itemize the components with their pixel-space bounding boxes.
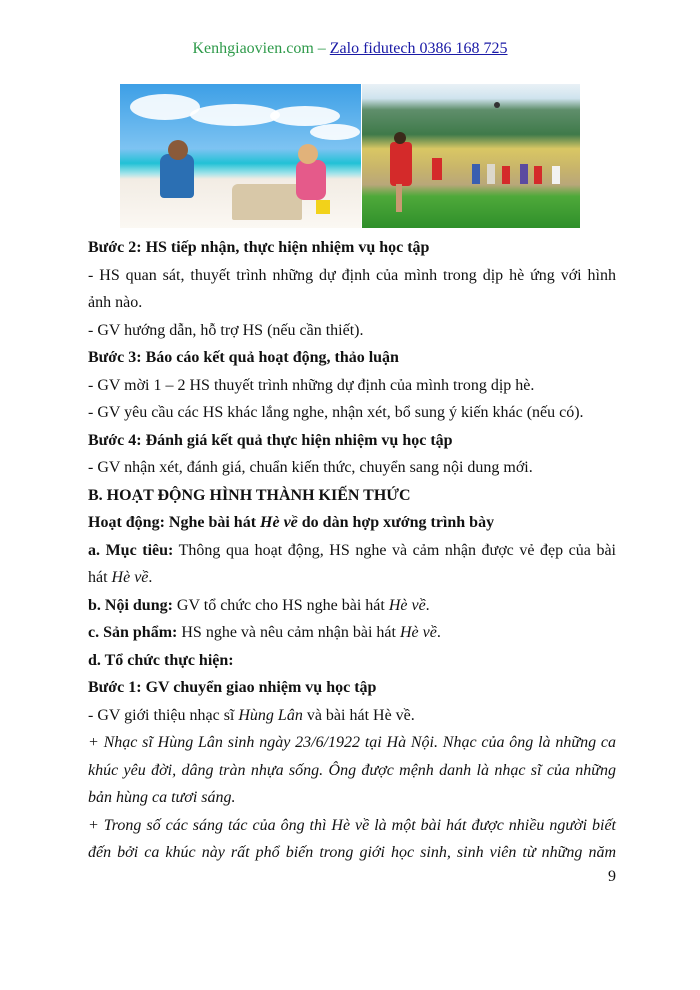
- zalo-link[interactable]: Zalo fidutech 0386 168 725: [329, 40, 508, 57]
- paragraph: - GV hướng dẫn, hỗ trợ HS (nếu cần thiết).: [88, 321, 364, 339]
- football-photo: [362, 84, 580, 228]
- document-body: [88, 234, 616, 867]
- paragraph: - GV mời 1 – 2 HS thuyết trình những dự định của mình trong dịp hè.: [88, 376, 535, 394]
- beach-photo: [120, 84, 361, 228]
- paragraph: đến bởi ca khúc này rất phổ biến trong giới học sinh, sinh viên từ những năm: [88, 844, 616, 861]
- page-number: 9: [608, 868, 616, 885]
- paragraph: khúc yêu đời, dâng tràn nhựa sống. Ông được mệnh danh là nhạc sĩ của những: [88, 761, 616, 779]
- activity-heading: Hoạt động: Nghe bài hát Hè về do dàn hợp xướng trình bày: [88, 514, 495, 531]
- objective-line: a. Mục tiêu: Thông qua hoạt động, HS nghe và cảm nhận được vẻ đẹp của bài: [88, 541, 616, 559]
- content-line: b. Nội dung: GV tổ chức cho HS nghe bài hát Hè về.: [88, 596, 430, 614]
- header-dash: –: [313, 40, 330, 57]
- organization-heading: d. Tổ chức thực hiện:: [88, 651, 234, 669]
- product-line: c. Sản phẩm: HS nghe và nêu cảm nhận bài hát Hè về.: [88, 624, 441, 641]
- step-3-heading: Bước 3: Báo cáo kết quả hoạt động, thảo luận: [88, 349, 399, 366]
- step-2-heading: Bước 2: HS tiếp nhận, thực hiện nhiệm vụ học tập: [88, 239, 430, 256]
- paragraph: bản hùng ca tươi sáng.: [88, 789, 236, 806]
- paragraph: - HS quan sát, thuyết trình những dự định của mình trong dịp hè ứng với hình: [88, 266, 616, 284]
- paragraph: - GV nhận xét, đánh giá, chuẩn kiến thức, chuyển sang nội dung mới.: [88, 459, 533, 476]
- illustration-images: [120, 84, 580, 228]
- paragraph: - GV giới thiệu nhạc sĩ Hùng Lân và bài hát Hè về.: [88, 706, 415, 724]
- paragraph: - GV yêu cầu các HS khác lắng nghe, nhận xét, bổ sung ý kiến khác (nếu có).: [88, 404, 584, 421]
- section-b-heading: B. HOẠT ĐỘNG HÌNH THÀNH KIẾN THỨC: [88, 486, 411, 504]
- step-1-heading: Bước 1: GV chuyển giao nhiệm vụ học tập: [88, 679, 377, 696]
- paragraph: + Nhạc sĩ Hùng Lân sinh ngày 23/6/1922 tại Hà Nội. Nhạc của ông là những ca: [88, 734, 616, 751]
- paragraph: ảnh nào.: [88, 294, 143, 311]
- page-header: [0, 40, 700, 58]
- objective-line-2: hát Hè về.: [88, 569, 153, 586]
- step-4-heading: Bước 4: Đánh giá kết quả thực hiện nhiệm vụ học tập: [88, 431, 453, 449]
- paragraph: + Trong số các sáng tác của ông thì Hè về là một bài hát được nhiều người biết: [88, 816, 616, 834]
- site-name: Kenhgiaovien.com: [192, 40, 314, 57]
